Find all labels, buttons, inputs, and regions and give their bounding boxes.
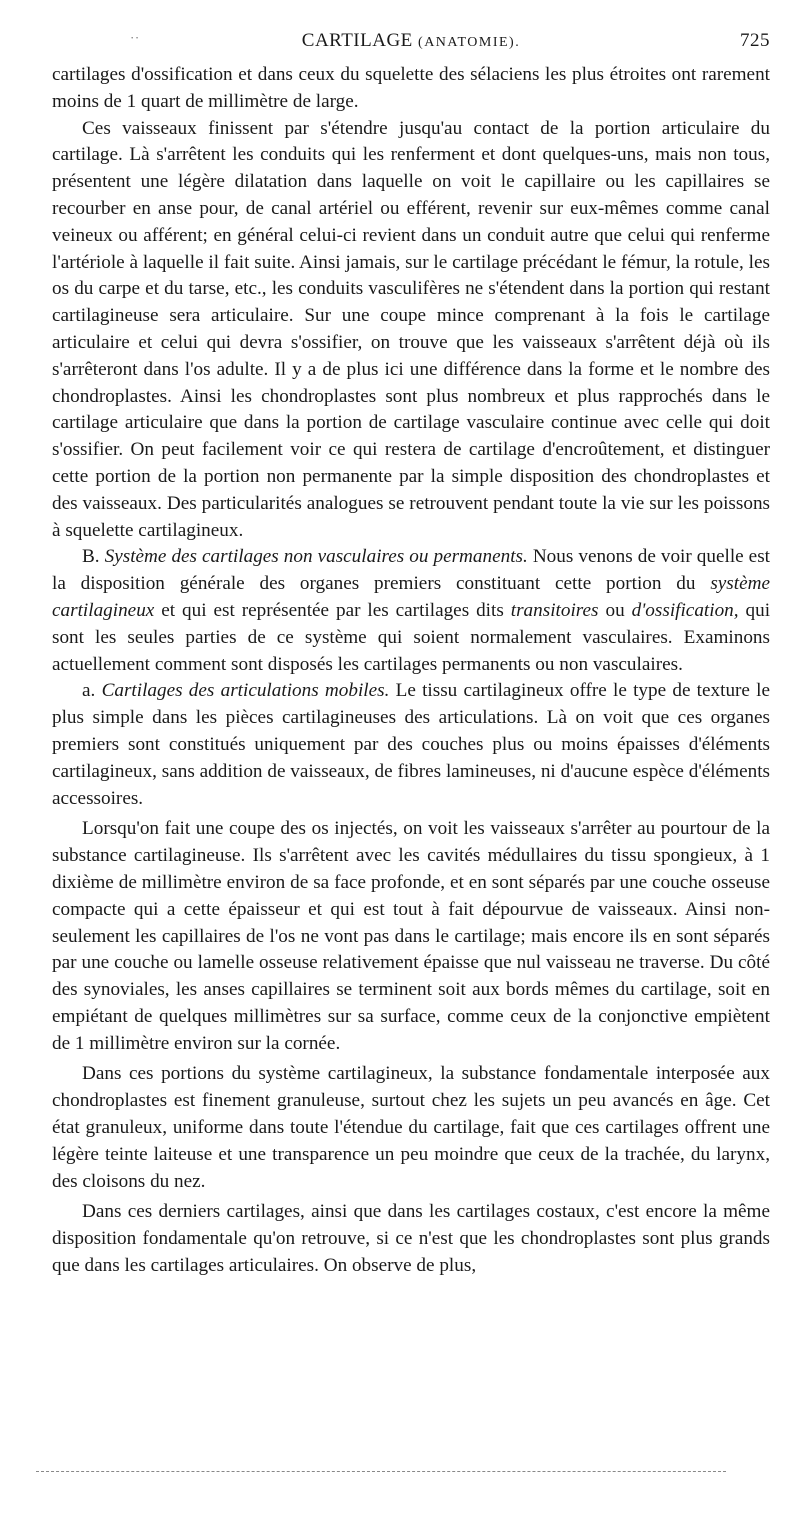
paragraph-text: Nous venons de voir quelle est la disposition générale des organes premiers constituant cette portion du (52, 546, 770, 595)
paragraph-vessels: Ces vaisseaux finissent par s'étendre jusqu'au contact de la portion articulaire du cartilage. Là s'arrêtent les conduits qui les renferment et dont quelques-uns, mais non tous, présentent une légère dilatation dans laquelle on voit le capillaire ou les capillaires se recourber en anse pour, de canal artériel ou efférent, revenir sur eux-mêmes comme canal veineux ou afférent; en général celui-ci revient dans un conduit autre que celui qui renferme l'artériole à laquelle il fait suite. Ainsi jamais, sur le cartilage précédant le fémur, la rotule, les os du carpe et du tarse, etc., les conduits vasculifères ne s'étendent dans la portion qui restant cartilagineuse sera articulaire. Sur une coupe mince comprenant à la fois le cartilage articulaire et celui qui devra s'ossifier, on trouve que les vaisseaux s'arrêtent déjà où ils s'arrêteront dans l'os adulte. Il y a de plus ici une différence dans la forme et le nombre des chondroplastes. Ainsi les chondroplastes sont plus nombreux et plus rapprochés dans le cartilage articulaire que dans la portion de cartilage vasculaire continue avec celle qui doit s'ossifier. On peut facilement voir ce qui restera de cartilage d'encroûtement, et distinguer cette portion de la portion non permanente par la simple disposition des chondroplastes et des vaisseaux. Des particularités analogues se retrouvent pendant toute la vie sur les poissons à squelette cartilagineux. (52, 117, 770, 541)
running-header (52, 30, 770, 58)
section-heading: Système des cartilages non vasculaires ou permanents. (104, 546, 528, 568)
header-subtitle: (ANATOMIE). (418, 35, 521, 50)
emphasis-text: d'ossification, (631, 599, 739, 621)
emphasis-text: transitoires (510, 599, 599, 621)
header-title: CARTILAGE (301, 30, 413, 51)
footer-rule (36, 1471, 726, 1472)
page-body (52, 62, 770, 1280)
paragraph-section-b (52, 544, 770, 678)
paragraph-text: qui sont les seules parties de ce système qui soient normalement vasculaires. Examinons actuellement comment sont disposés les cartilages permanents ou non vasculaires. (52, 599, 771, 675)
running-title (52, 30, 770, 52)
margin-mark: ·· (130, 30, 140, 45)
section-label: B. (82, 546, 100, 568)
paragraph-continuation: cartilages d'ossification et dans ceux du squelette des sélaciens les plus étroites ont rarement moins de 1 quart de millimètre de large. (52, 64, 770, 112)
paragraph-injected-bones: Lorsqu'on fait une coupe des os injectés, on voit les vaisseaux s'arrêter au pourtour de la substance cartilagineuse. Ils s'arrêtent avec les cavités médullaires du tissu spongieux, à 1 dixième de millimètre environ de sa face profonde, et en sont séparés par une couche osseuse compacte qui a cette épaisseur et qui est tout à fait dépourvue de vaisseaux. Ainsi non-seulement les capillaires de l'os ne vont pas dans le cartilage; mais encore ils en sont séparés par une couche ou lamelle osseuse relativement épaisse que nul vaisseau ne traverse. Du côté des synoviales, les anses capillaires se terminent soit aux bords mêmes du cartilage, soit en empiétant de quelques millimètres sur sa surface, comme ceux de la conjonctive empiètent de 1 millimètre environ sur la cornée. (52, 818, 770, 1054)
subsection-heading: Cartilages des articulations mobiles. (101, 680, 390, 702)
emphasis-text: système cartilagineux (52, 573, 770, 621)
paragraph-text: ou (605, 599, 625, 621)
page-number: 725 (740, 30, 770, 51)
paragraph-subsection-a (52, 678, 770, 812)
paragraph-text: Le tissu cartilagineux offre le type de texture le plus simple dans les pièces cartilagineuses des articulations. Là on voit que ces organes premiers sont constitués uniquement par des couches plus ou moins épaisses d'éléments cartilagineux, sans addition de vaisseaux, de fibres lamineuses, ni d'aucune espèce d'éléments accessoires. (52, 680, 771, 809)
paragraph-text: et qui est représentée par les cartilages dits (161, 599, 504, 621)
paragraph-ground-substance: Dans ces portions du système cartilagineux, la substance fondamentale interposée aux chondroplastes est finement granuleuse, surtout chez les sujets un peu avancés en âge. Cet état granuleux, uniforme dans toute l'étendue du cartilage, fait que ces cartilages offrent une légère teinte laiteuse et une transparence un peu moindre que ceux de la trachée, du larynx, des cloisons du nez. (52, 1063, 770, 1192)
paragraph-costal-cartilages: Dans ces derniers cartilages, ainsi que dans les cartilages costaux, c'est encore la même disposition fondamentale qu'on retrouve, si ce n'est que les chondroplastes sont plus grands que dans les cartilages articulaires. On observe de plus, (52, 1201, 770, 1277)
subsection-label: a. (82, 680, 96, 702)
